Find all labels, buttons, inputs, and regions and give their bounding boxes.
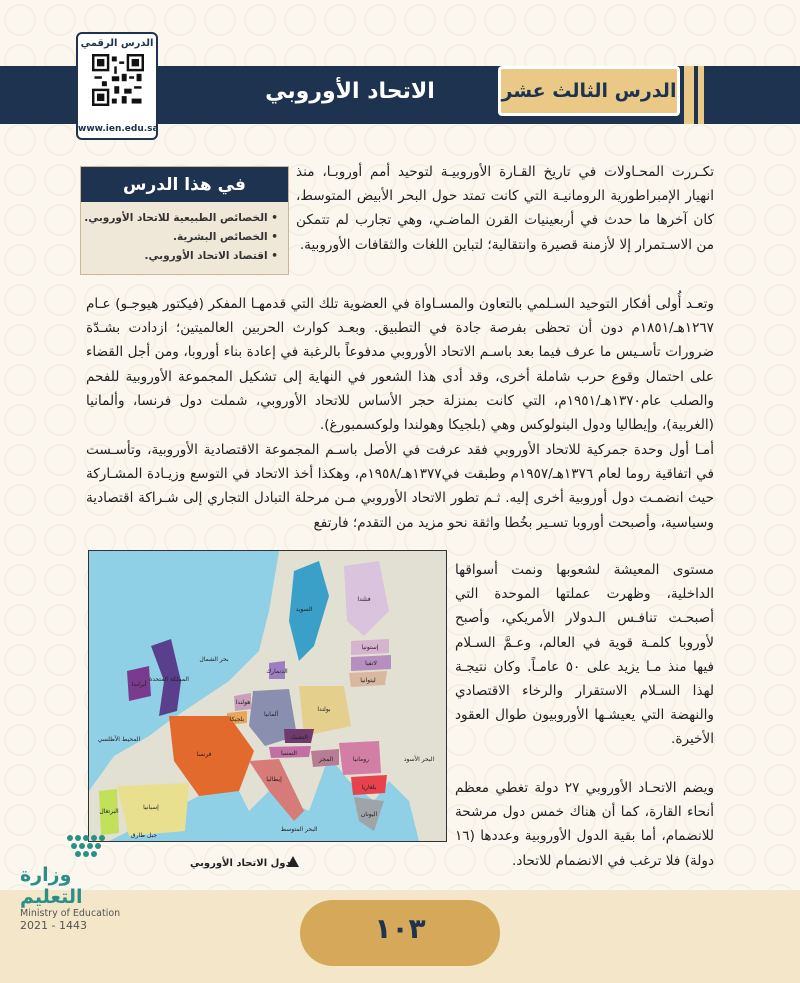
eu-map (88, 550, 447, 842)
list-item: • اقتصاد الاتحاد الأوروبي. (144, 250, 278, 262)
qr-url[interactable]: www.ien.edu.sa (78, 124, 159, 134)
map-label: المملكة المتحدة (149, 676, 189, 683)
map-label: بلجيكا (229, 716, 245, 723)
tab-stripe (684, 66, 694, 124)
map-label: إيطاليا (266, 776, 282, 783)
qr-label: الدرس الرقمي (80, 38, 154, 49)
map-label: اليونان (360, 811, 378, 818)
map-caption: دول الاتحاد الأوروبي (190, 858, 291, 869)
digital-lesson-qr[interactable] (76, 32, 158, 140)
map-label: ليتوانيا (360, 677, 376, 684)
lesson-title: الاتحاد الأوروبي (205, 70, 495, 112)
map-label: البرتغال (99, 808, 119, 815)
map-label: بحر الشمال (199, 656, 229, 663)
ministry-logo (20, 832, 140, 932)
map-label: السويد (295, 606, 313, 613)
map-label: النمسا (281, 750, 297, 757)
map-label: الدنمارك (266, 668, 288, 675)
list-item: • الخصائص الطبيعية للاتحاد الأوروبي. (84, 212, 278, 224)
map-label: ألمانيا (263, 711, 279, 718)
list-item: • الخصائص البشرية. (172, 231, 278, 243)
map-label: البحر الأسود (403, 756, 435, 763)
map-label: هولندا (235, 699, 251, 706)
map-label: بلغاريا (361, 784, 377, 791)
map-label: البحر المتوسط (280, 826, 318, 833)
map-label: إستونيا (361, 644, 379, 651)
map-label: فرنسا (196, 751, 212, 758)
map-label: فنلندا (357, 596, 371, 603)
lesson-number-tab: الدرس الثالث عشر (498, 66, 680, 116)
in-this-lesson-box (80, 166, 289, 275)
map-label: المحيط الأطلسي (97, 736, 141, 743)
paragraph-1: تكـررت المحـاولات في تاريخ القـارة الأوروبيـة لتوحيد أمم أوروبـا، منذ انهيار الإمبراطورية الرومانيـة التي كانت تمتد حول البحر الأبيض المتوسط، كان آخرها ما حدث في أربعينيات القرن الماضـي، وهي تجارب لم تتمكن من الاسـتمرار إلا لأزمنة قصيرة وانتقالية؛ لتباين اللغات والثقافات الأوروبية. (296, 164, 714, 253)
in-this-lesson-title: في هذا الدرس (81, 167, 288, 202)
map-label: أيرلندا (131, 681, 147, 688)
paragraph-5: ويضم الاتحـاد الأوروبي ٢٧ دولة تغطي معظم أنحاء القارة، كما أن هناك خمس دول مرشحة للانضمام، أما بقية الدول الأوروبية وعددها (١٦ دولة) فلا ترغب في الانضمام للاتحاد. (455, 780, 715, 869)
map-label: إسبانيا (143, 804, 159, 811)
tab-stripe (698, 66, 704, 124)
map-label: بولندا (317, 706, 331, 713)
map-label: لاتفيا (365, 660, 377, 667)
edition-year: 2021 - 1443 (20, 919, 87, 932)
qr-code-icon (92, 54, 144, 106)
paragraph-2: وتعـد أُولى أفكار التوحيد السـلمي بالتعاون والمسـاواة في العضوية تلك التي قدمهـا المفكر (فيكتور هيوجـو) عـام ١٢٦٧هـ/١٨٥١م دون أن تحظى بفرصة جادة في التطبيق. وبعـد كوارث الحربين العالميتين؛ ازدادت بشـدّة ضرورات تأسـيس ما عرف فيما بعد باسـم الاتحاد الأوروبي مدفوعاً بالرغبة في إعادة بناء أوروبا، ومن أجل القضاء على احتمال وقوع حرب شاملة أخرى، وقد أدى هذا الشعور في النهاية إلى تشكيل المجموعة الأوروبية للفحم والصلب عام١٣٧٠هـ/١٩٥١م، التي كانت بمنزلة حجر الأساس للاتحاد الأوروبي، شملت دول فرنسا، وألمانيا (الغربية)، وإيطاليا ودول البنولوكس وهي (بلجيكا وهولندا ولوكسمبورغ). (86, 296, 714, 434)
ministry-name-en: Ministry of Education (20, 908, 121, 919)
ministry-name-ar: وزارة التعليم (20, 864, 83, 908)
page-number: ١٠٣ (374, 912, 426, 945)
map-label: جبل طارق (130, 832, 158, 839)
map-label: رومانيا (352, 756, 370, 763)
paragraph-4: مستوى المعيشة لشعوبها ونمت أسواقها الداخلية، وظهرت عملتها الموحدة التي أصبحـت تنافـس الـدولار الأمريكي، وأصبح لأوروبا كلمـة قوية في العالم، وعـمَّ السـلام فيها منذ مـا يزيد على ٥٠ عامـاً. وكان نتيجـة لهذا السـلام الاستقرار والرخاء الاقتصادي والنهضة التي يعيشـها الأوروبيون طوال العقود الأخيرة. (455, 562, 715, 748)
map-label: التشيك (290, 734, 308, 741)
paragraph-3: أمـا أول وحدة جمركية للاتحاد الأوروبي فقد عرفت في الأصل باسـم المجموعة الاقتصادية الأوروبية، وتأسـست في اتفاقية روما لعام ١٣٧٦هـ/١٩٥٧م وطبقت في١٣٧٧هـ/١٩٥٨م، وهكذا أخذ الاتحاد في التوسع وزيـادة المشـاركة حيث انضمـت دول أوروبية أخرى إليه. ثـم تطور الاتحاد الأوروبي مـن مرحلة التبادل التجاري إلى شـراكة اقتصادية وسياسية، وأصبحت أوروبا تسـير بخُطا واثقة نحو مزيد من التقدم؛ فارتفع (86, 442, 715, 531)
map-label: المجر (318, 756, 334, 763)
lesson-topics-list (84, 209, 278, 266)
ministry-logo-icon (20, 832, 120, 860)
